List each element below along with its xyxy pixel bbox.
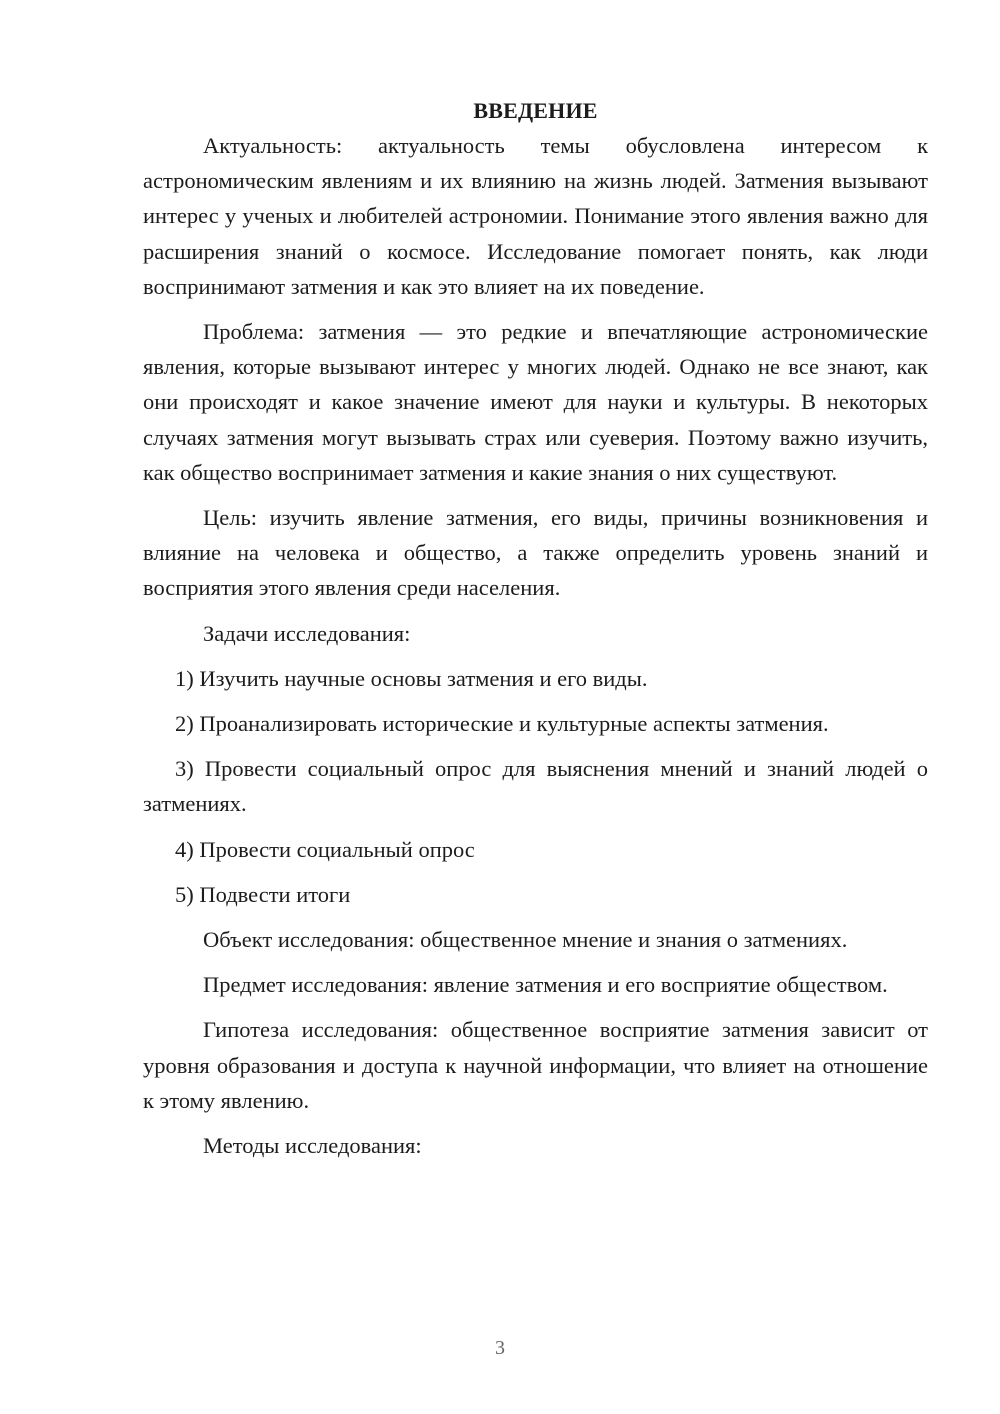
paragraph-problem: Проблема: затмения — это редкие и впечатляющие астрономические явления, которые вызывают интерес у многих людей. Однако не все знают, как они происходят и какое значение имеют для науки и культуры. В некоторых случаях затмения могут вызывать страх или суеверия. Поэтому важно изучить, как общество воспринимает затмения и какие знания о них существуют. <box>143 319 928 485</box>
paragraph-subject: Предмет исследования: явление затмения и его восприятие обществом. <box>203 972 888 998</box>
task-item-4: 4) Провести социальный опрос <box>175 836 475 862</box>
paragraph-relevance: Актуальность: актуальность темы обусловлена интересом к астрономическим явлениям и их влиянию на жизнь людей. Затмения вызывают интерес у ученых и любителей астрономии. Понимание этого явления важно для расширения знаний о космосе. Исследование помогает понять, как люди воспринимают затмения и как это влияет на их поведение. <box>143 133 928 299</box>
paragraph-hypothesis: Гипотеза исследования: общественное восприятие затмения зависит от уровня образования и доступа к научной информации, что влияет на отношение к этому явлению. <box>143 1017 928 1113</box>
tasks-heading: Задачи исследования: <box>203 620 411 646</box>
paragraph-object: Объект исследования: общественное мнение и знания о затмениях. <box>203 927 848 953</box>
task-item-3: 3) Провести социальный опрос для выяснения мнений и знаний людей о затмениях. <box>143 756 928 817</box>
task-item-5: 5) Подвести итоги <box>175 881 351 907</box>
paragraph-goal: Цель: изучить явление затмения, его виды, причины возникновения и влияние на человека и общество, а также определить уровень знаний и восприятия этого явления среди населения. <box>143 505 928 601</box>
page-number: 3 <box>495 1337 505 1359</box>
task-item-1: 1) Изучить научные основы затмения и его виды. <box>175 665 648 691</box>
task-item-2: 2) Проанализировать исторические и культурные аспекты затмения. <box>175 711 829 737</box>
page-title: ВВЕДЕНИЕ <box>473 98 598 123</box>
methods-heading: Методы исследования: <box>203 1133 422 1159</box>
page-content <box>143 94 928 1173</box>
